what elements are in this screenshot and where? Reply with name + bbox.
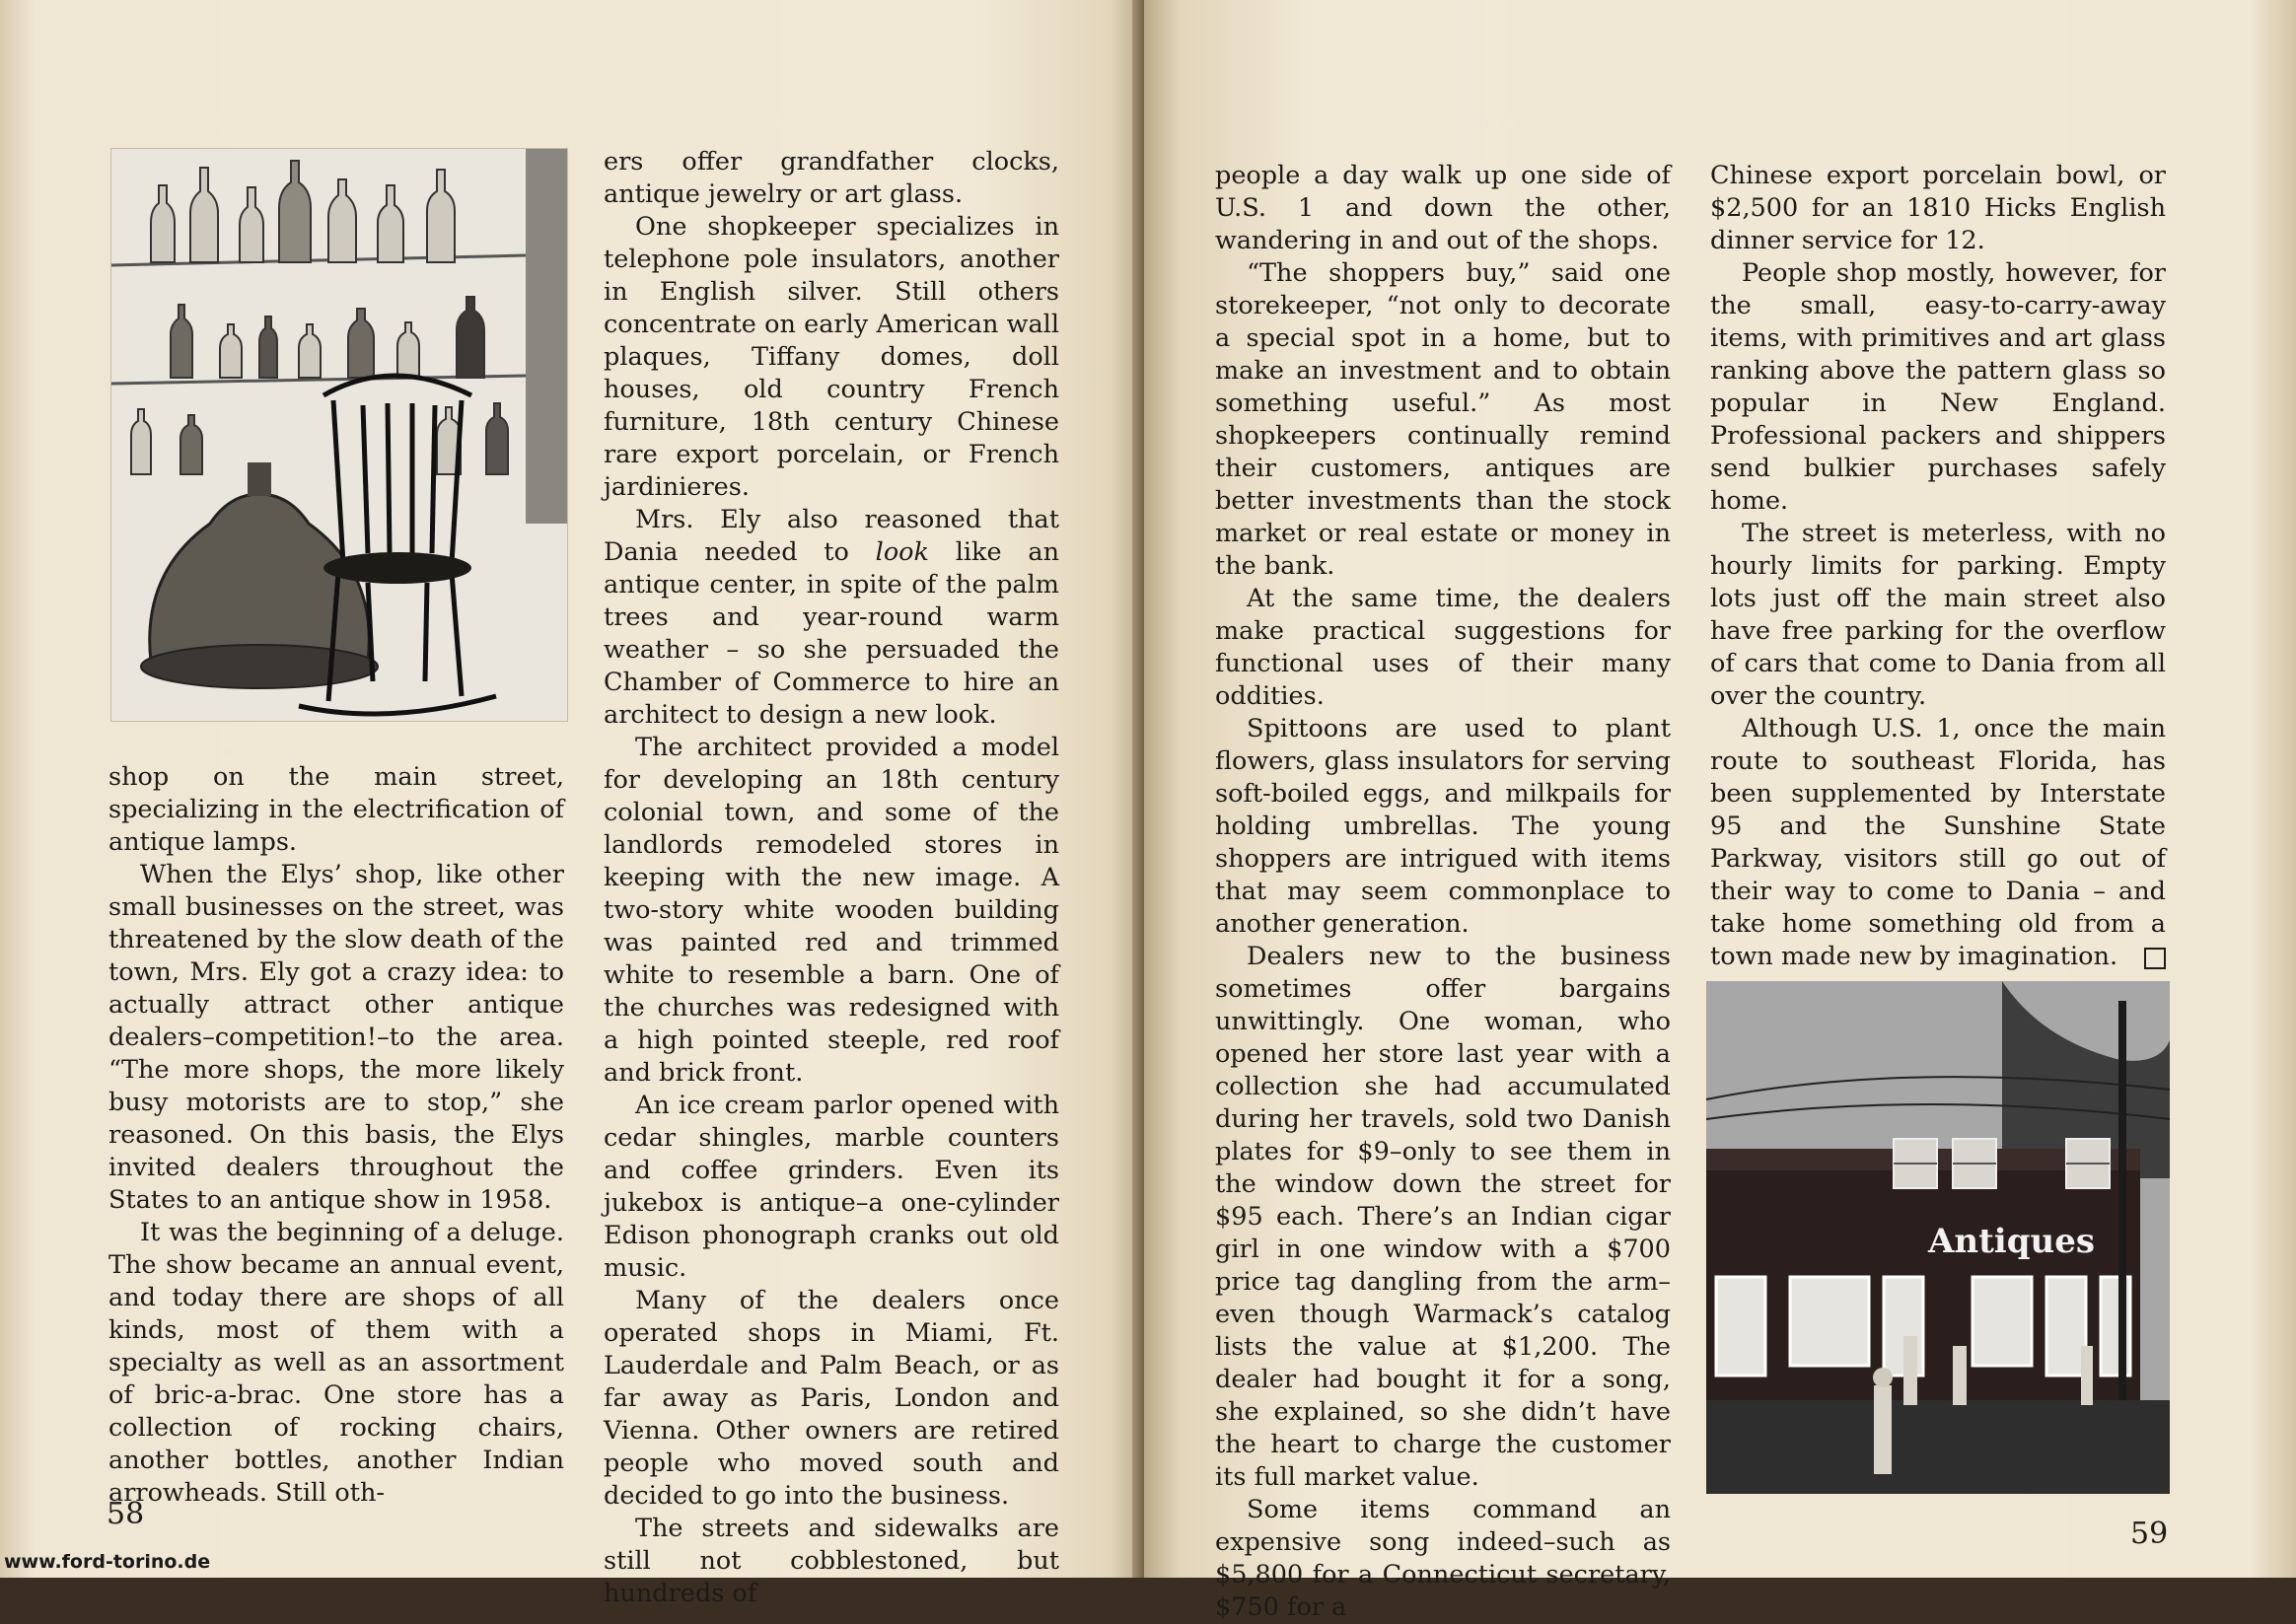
paragraph: people a day walk up one side of U.S. 1 and down the other, wandering in and out of the shops. xyxy=(1215,161,1671,255)
illustration-drawing xyxy=(111,149,567,721)
text-run: like an antique center, in spite of the palm trees and year-round warm weather – so she persuaded the Chamber of Commerce to hire an architect to design a new look. xyxy=(604,537,1059,730)
paragraph: Many of the dealers once operated shops in Miami, Ft. Lauderdale and Palm Beach, or as far away as Paris, London and Vienna. Other owners are retired people who moved south and decided to go into the business. xyxy=(604,1286,1059,1511)
paragraph: The street is meterless, with no hourly limits for parking. Empty lots just off the main street also have free parking for the overflow of cars that come to Dania from all over the country. xyxy=(1710,519,2166,711)
right-page xyxy=(1144,0,2296,1622)
right-column-1 xyxy=(1215,160,1671,1624)
emphasis-look: look xyxy=(875,537,929,567)
text-run: Although U.S. 1, once the main route to southeast Florida, has been supplemented by Interstate 95 and the Sunshine State Parkway, visitors still go out of their way to come to Dania – and take home something old from a town made new by imagination. xyxy=(1710,714,2166,971)
paragraph: Dealers new to the business sometimes offer bargains unwittingly. One woman, who opened her store last year with a collection she had accumulated during her travels, sold two Danish plates for $9–only to see them in the window down the street for $95 each. There’s an Indian cigar girl in one window with a $700 price tag dangling from the arm–even though Warmack’s catalog lists the value at $1,200. The dealer had bought it for a song, she explained, so she didn’t have the heart to charge the customer its full market value. xyxy=(1215,942,1671,1492)
paragraph: “The shoppers buy,” said one storekeeper, “not only to decorate a special spot in a home, but to make an investment and to obtain something useful.” As most shopkeepers continually remind their customers, antiques are better investments than the stock market or real estate or money in the bank. xyxy=(1215,258,1671,581)
end-mark-icon xyxy=(2144,948,2166,969)
site-watermark: www.ford-torino.de xyxy=(4,1551,211,1573)
page-number-right: 59 xyxy=(2130,1517,2169,1551)
paragraph: Spittoons are used to plant flowers, glass insulators for serving soft-boiled eggs, and milkpails for holding umbrellas. The young shoppers are intrigued with items that may seem commonplace to another generation. xyxy=(1215,714,1671,939)
left-column-1 xyxy=(108,761,564,1510)
storefront-sign: Antiques xyxy=(1928,1222,2095,1261)
paragraph xyxy=(1710,713,2166,973)
right-column-2 xyxy=(1710,160,2166,973)
paragraph: ers offer grandfather clocks, antique jewelry or art glass. xyxy=(604,147,1059,209)
paragraph: One shopkeeper specializes in telephone pole insulators, another in English silver. Still others concentrate on early American wall plaques, Tiffany domes, doll houses, old country French furniture, 18th century Chinese rare export porcelain, or French jardinieres. xyxy=(604,212,1059,502)
paragraph xyxy=(604,504,1059,732)
paragraph: It was the beginning of a deluge. The show became an annual event, and today there are shops of all kinds, most of them with a specialty as well as an assortment of bric-a-brac. One store has a collection of rocking chairs, another bottles, another Indian arrowheads. Still oth- xyxy=(108,1218,564,1508)
antiques-illustration xyxy=(110,148,568,722)
paragraph: Chinese export porcelain bowl, or $2,500 for an 1810 Hicks English dinner service for 12. xyxy=(1710,161,2166,255)
paragraph: The architect provided a model for developing an 18th century colonial town, and some of the landlords remodeled stores in keeping with the new image. A two-story white wooden building was painted red and trimmed white to resemble a barn. One of the churches was redesigned with a high pointed steeple, red roof and brick front. xyxy=(604,733,1059,1088)
text-run: Mrs. Ely also reasoned that Dania needed to xyxy=(604,505,1059,567)
antiques-storefront-photo xyxy=(1706,981,2170,1494)
paragraph: People shop mostly, however, for the small, easy-to-carry-away items, with primitives and art glass ranking above the pattern glass so popular in New England. Professional packers and shippers send bulkier purchases safely home. xyxy=(1710,258,2166,516)
paragraph: Some items command an expensive song indeed–such as $5,800 for a Connecticut secretary, $750 for a xyxy=(1215,1495,1671,1622)
paragraph: When the Elys’ shop, like other small businesses on the street, was threatened by the slow death of the town, Mrs. Ely got a crazy idea: to actually attract other antique dealers–competition!–to the area. “The more shops, the more likely busy motorists are to stop,” she reasoned. On this basis, the Elys invited dealers throughout the States to an antique show in 1958. xyxy=(108,860,564,1215)
paragraph: An ice cream parlor opened with cedar shingles, marble counters and coffee grinders. Even its jukebox is antique–a one-cylinder Edison phonograph cranks out old music. xyxy=(604,1091,1059,1283)
storefront-image xyxy=(1706,981,2170,1494)
paragraph: At the same time, the dealers make practical suggestions for functional uses of their many oddities. xyxy=(1215,584,1671,711)
page-number-left: 58 xyxy=(107,1497,145,1531)
paragraph: The streets and sidewalks are still not cobblestoned, but hundreds of xyxy=(604,1514,1059,1608)
left-column-2 xyxy=(604,146,1059,1610)
paragraph: shop on the main street, specializing in the electrification of antique lamps. xyxy=(108,762,564,857)
left-page xyxy=(0,0,1144,1608)
